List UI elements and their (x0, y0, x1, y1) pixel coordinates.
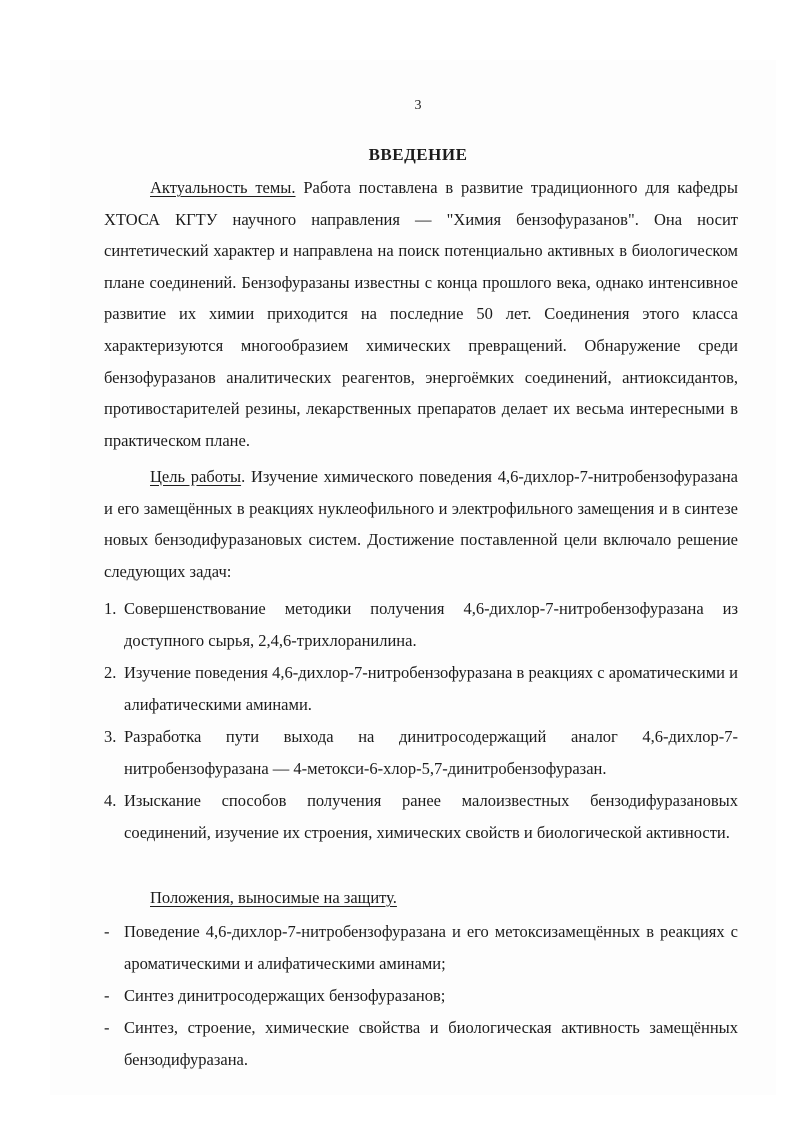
dash-list-item (104, 916, 738, 979)
page-margin-top (0, 0, 793, 60)
list-item-number: 4. (104, 791, 117, 810)
relevance-label: Актуальность темы. (150, 178, 296, 197)
page-margin-left (0, 0, 50, 1122)
list-item-number: 2. (104, 663, 117, 682)
list-item (104, 657, 738, 720)
dash-marker: - (104, 922, 110, 941)
list-item-text: Совершенствование методики получения 4,6-дихлор-7-нитробензофуразана из доступного сырья, 2,4,6-трихлоранилина. (124, 599, 738, 650)
list-item (104, 721, 738, 784)
list-item-text: Изыскание способов получения ранее малоизвестных бензодифуразановых соединений, изучение их строения, химических свойств и биологической активности. (124, 791, 738, 842)
dash-list-item (104, 980, 738, 1012)
list-item-text: Разработка пути выхода на динитросодержащий аналог 4,6-дихлор-7-нитробензофуразана — 4-метокси-6-хлор-5,7-динитробензофуразан. (124, 727, 738, 778)
dash-list-item-text: Поведение 4,6-дихлор-7-нитробензофуразана и его метоксизамещённых в реакциях с ароматическими и алифатическими аминами; (124, 922, 738, 973)
goal-label: Цель работы (150, 467, 242, 486)
goal-paragraph (104, 461, 738, 587)
page-number: 3 (414, 98, 422, 113)
dash-list-item (104, 1012, 738, 1075)
relevance-text: Работа поставлена в развитие традиционного для кафедры ХТОСА КГТУ научного направления — "Химия бензофуразанов". Она носит синтетический характер и направлена на поиск потенциально активных в биологическом плане соединений. Бензофуразаны известны с конца прошлого века, однако интенсивное развитие их химии приходится на последние 50 лет. Соединения этого класса характеризуются многообразием химических превращений. Обнаружение среди бензофуразанов аналитических реагентов, энергоёмких соединений, антиоксидантов, противостарителей резины, лекарственных препаратов делает их весьма интересными в практическом плане. (104, 178, 738, 450)
section-title: ВВЕДЕНИЕ (368, 145, 468, 164)
dash-list-item-text: Синтез динитросодержащих бензофуразанов; (124, 986, 446, 1005)
list-item-number: 3. (104, 727, 117, 746)
dash-marker: - (104, 1018, 110, 1037)
list-item-number: 1. (104, 599, 117, 618)
positions-heading: Положения, выносимые на защиту. (150, 888, 397, 907)
goal-text: . Изучение химического поведения 4,6-дихлор-7-нитробензофуразана и его замещённых в реакциях нуклеофильного и электрофильного замещения и в синтезе новых бензодифуразановых систем. Достижение поставленной цели включало решение следующих задач: (104, 467, 738, 581)
page-margin-right (776, 0, 793, 1122)
list-item (104, 593, 738, 656)
dash-list-item-text: Синтез, строение, химические свойства и биологическая активность замещённых бензодифуразана. (124, 1018, 738, 1069)
page-margin-bottom (0, 1095, 793, 1122)
list-item (104, 785, 738, 848)
dash-marker: - (104, 986, 110, 1005)
relevance-paragraph (104, 172, 738, 456)
list-item-text: Изучение поведения 4,6-дихлор-7-нитробензофуразана в реакциях с ароматическими и алифатическими аминами. (124, 663, 738, 714)
